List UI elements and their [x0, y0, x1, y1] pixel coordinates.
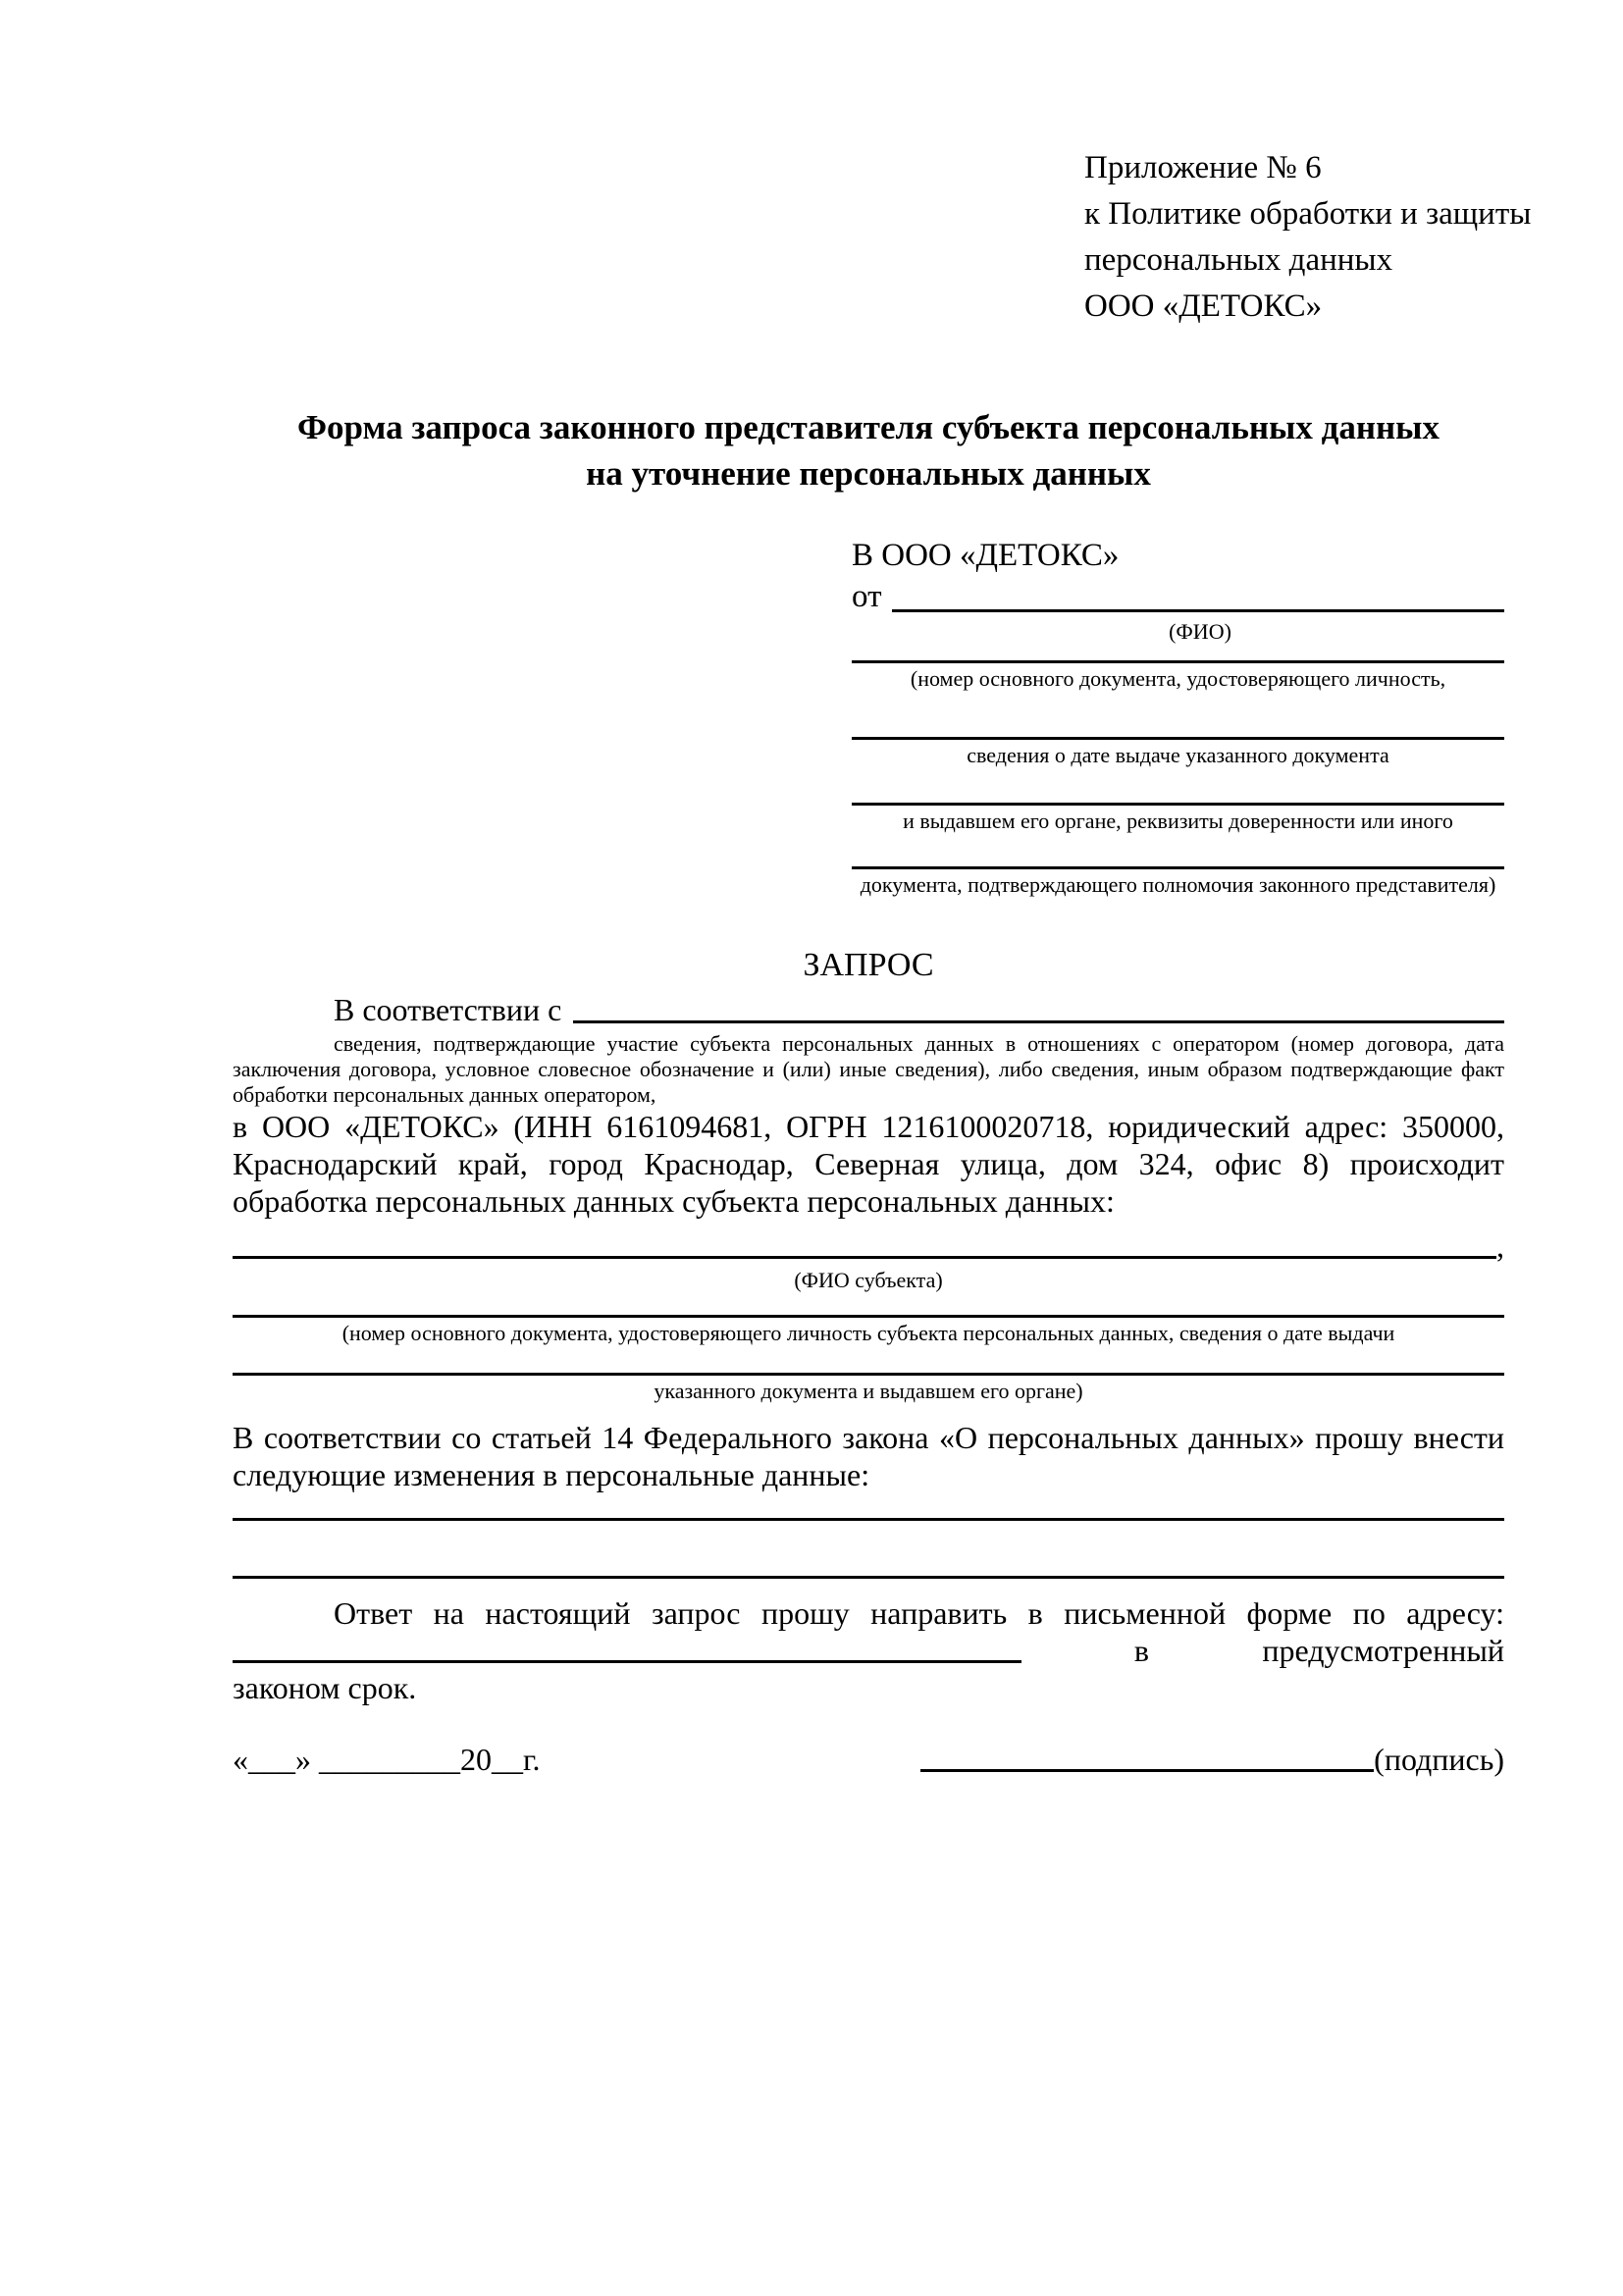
subject-fio-row: [233, 1227, 1504, 1265]
fio-caption: (ФИО): [1169, 619, 1231, 644]
basis-note: сведения, подтверждающие участие субъекта персональных данных в отношениях с оператором (номер договора, дата заключения договора, условное словесное обозначение и (или) иные сведения), либо сведения, иным образом подтверждающие факт обработки персональных данных оператором,: [233, 1031, 1504, 1107]
representative-doc-caption-3: и выдавшем его органе, реквизиты доверенности или иного: [903, 809, 1453, 833]
answer-paragraph-line3: законом срок.: [233, 1670, 417, 1705]
subject-doc-caption-1: (номер основного документа, удостоверяющего личность субъекта персональных данных, сведения о дате выдачи: [341, 1321, 1395, 1345]
appendix-header-line: ООО «ДЕТОКС»: [1084, 288, 1323, 324]
changes-fill-line-1[interactable]: [233, 1493, 1504, 1521]
comma: ,: [1496, 1228, 1504, 1264]
representative-doc-fill-line-1[interactable]: [852, 645, 1504, 663]
representative-doc-fill-line-2[interactable]: [852, 692, 1504, 740]
appendix-header-line: Приложение № 6: [1084, 150, 1322, 185]
request-heading: ЗАПРОС: [803, 947, 934, 983]
answer-word-v: в: [1133, 1633, 1149, 1668]
subject-fio-fill-line[interactable]: [233, 1256, 1496, 1259]
from-row: [852, 576, 1504, 617]
subject-doc-caption-2: указанного документа и выдавшем его органе): [654, 1379, 1083, 1403]
law-paragraph: В соответствии со статьей 14 Федерального закона «О персональных данных» прошу внести следующие изменения в персональные данные:: [233, 1420, 1504, 1492]
lead-text: В соответствии с: [334, 992, 562, 1027]
representative-doc-caption-4: документа, подтверждающего полномочия законного представителя): [860, 872, 1496, 897]
basis-fill-line[interactable]: [573, 990, 1504, 1023]
appendix-header-line: к Политике обработки и защиты: [1084, 196, 1532, 232]
operator-paragraph: в ООО «ДЕТОКС» (ИНН 6161094681, ОГРН 1216100020718, юридический адрес: 350000, Краснодарский край, город Краснодар, Северная улица, дом 324, офис 8) происходит обработка персональных данных субъекта персональных данных:: [233, 1109, 1504, 1219]
answer-word-predusmotrennyy: предусмотренный: [1262, 1633, 1504, 1668]
answer-row2: [233, 1632, 1504, 1669]
date-fill-field[interactable]: «___» _________20__г.: [233, 1742, 541, 1777]
subject-doc-fill-line-1[interactable]: [233, 1293, 1504, 1318]
footer-row: [233, 1741, 1504, 1778]
subject-fio-caption: (ФИО субъекта): [794, 1268, 943, 1292]
signature-group: [920, 1741, 1504, 1778]
subject-doc-fill-line-2[interactable]: [233, 1346, 1504, 1376]
from-label: от: [852, 579, 882, 614]
signature-caption: (подпись): [1374, 1742, 1504, 1777]
form-title: [233, 404, 1504, 496]
representative-doc-caption-2: сведения о дате выдаче указанного документа: [967, 743, 1389, 767]
representative-doc-caption-1: (номер основного документа, удостоверяющего личность,: [910, 666, 1446, 691]
representative-doc-fill-line-3[interactable]: [852, 768, 1504, 806]
document-content: [233, 0, 1532, 1778]
lead-row: [233, 990, 1504, 1029]
representative-doc-fill-line-4[interactable]: [852, 834, 1504, 869]
fio-fill-line[interactable]: [892, 576, 1505, 612]
appendix-header-line: персональных данных: [1084, 242, 1393, 278]
form-title-line2: на уточнение персональных данных: [586, 454, 1151, 493]
changes-fill-line-2[interactable]: [233, 1521, 1504, 1579]
signature-fill-line[interactable]: [920, 1769, 1374, 1772]
addressee-block: [852, 535, 1504, 898]
addressee-to: В ООО «ДЕТОКС»: [852, 538, 1120, 573]
appendix-header: [1084, 145, 1532, 330]
answer-paragraph-line1: Ответ на настоящий запрос прошу направить в письменной форме по адресу:: [334, 1595, 1504, 1631]
address-fill-line[interactable]: [233, 1660, 1021, 1663]
form-title-line1: Форма запроса законного представителя субъекта персональных данных: [297, 408, 1440, 446]
